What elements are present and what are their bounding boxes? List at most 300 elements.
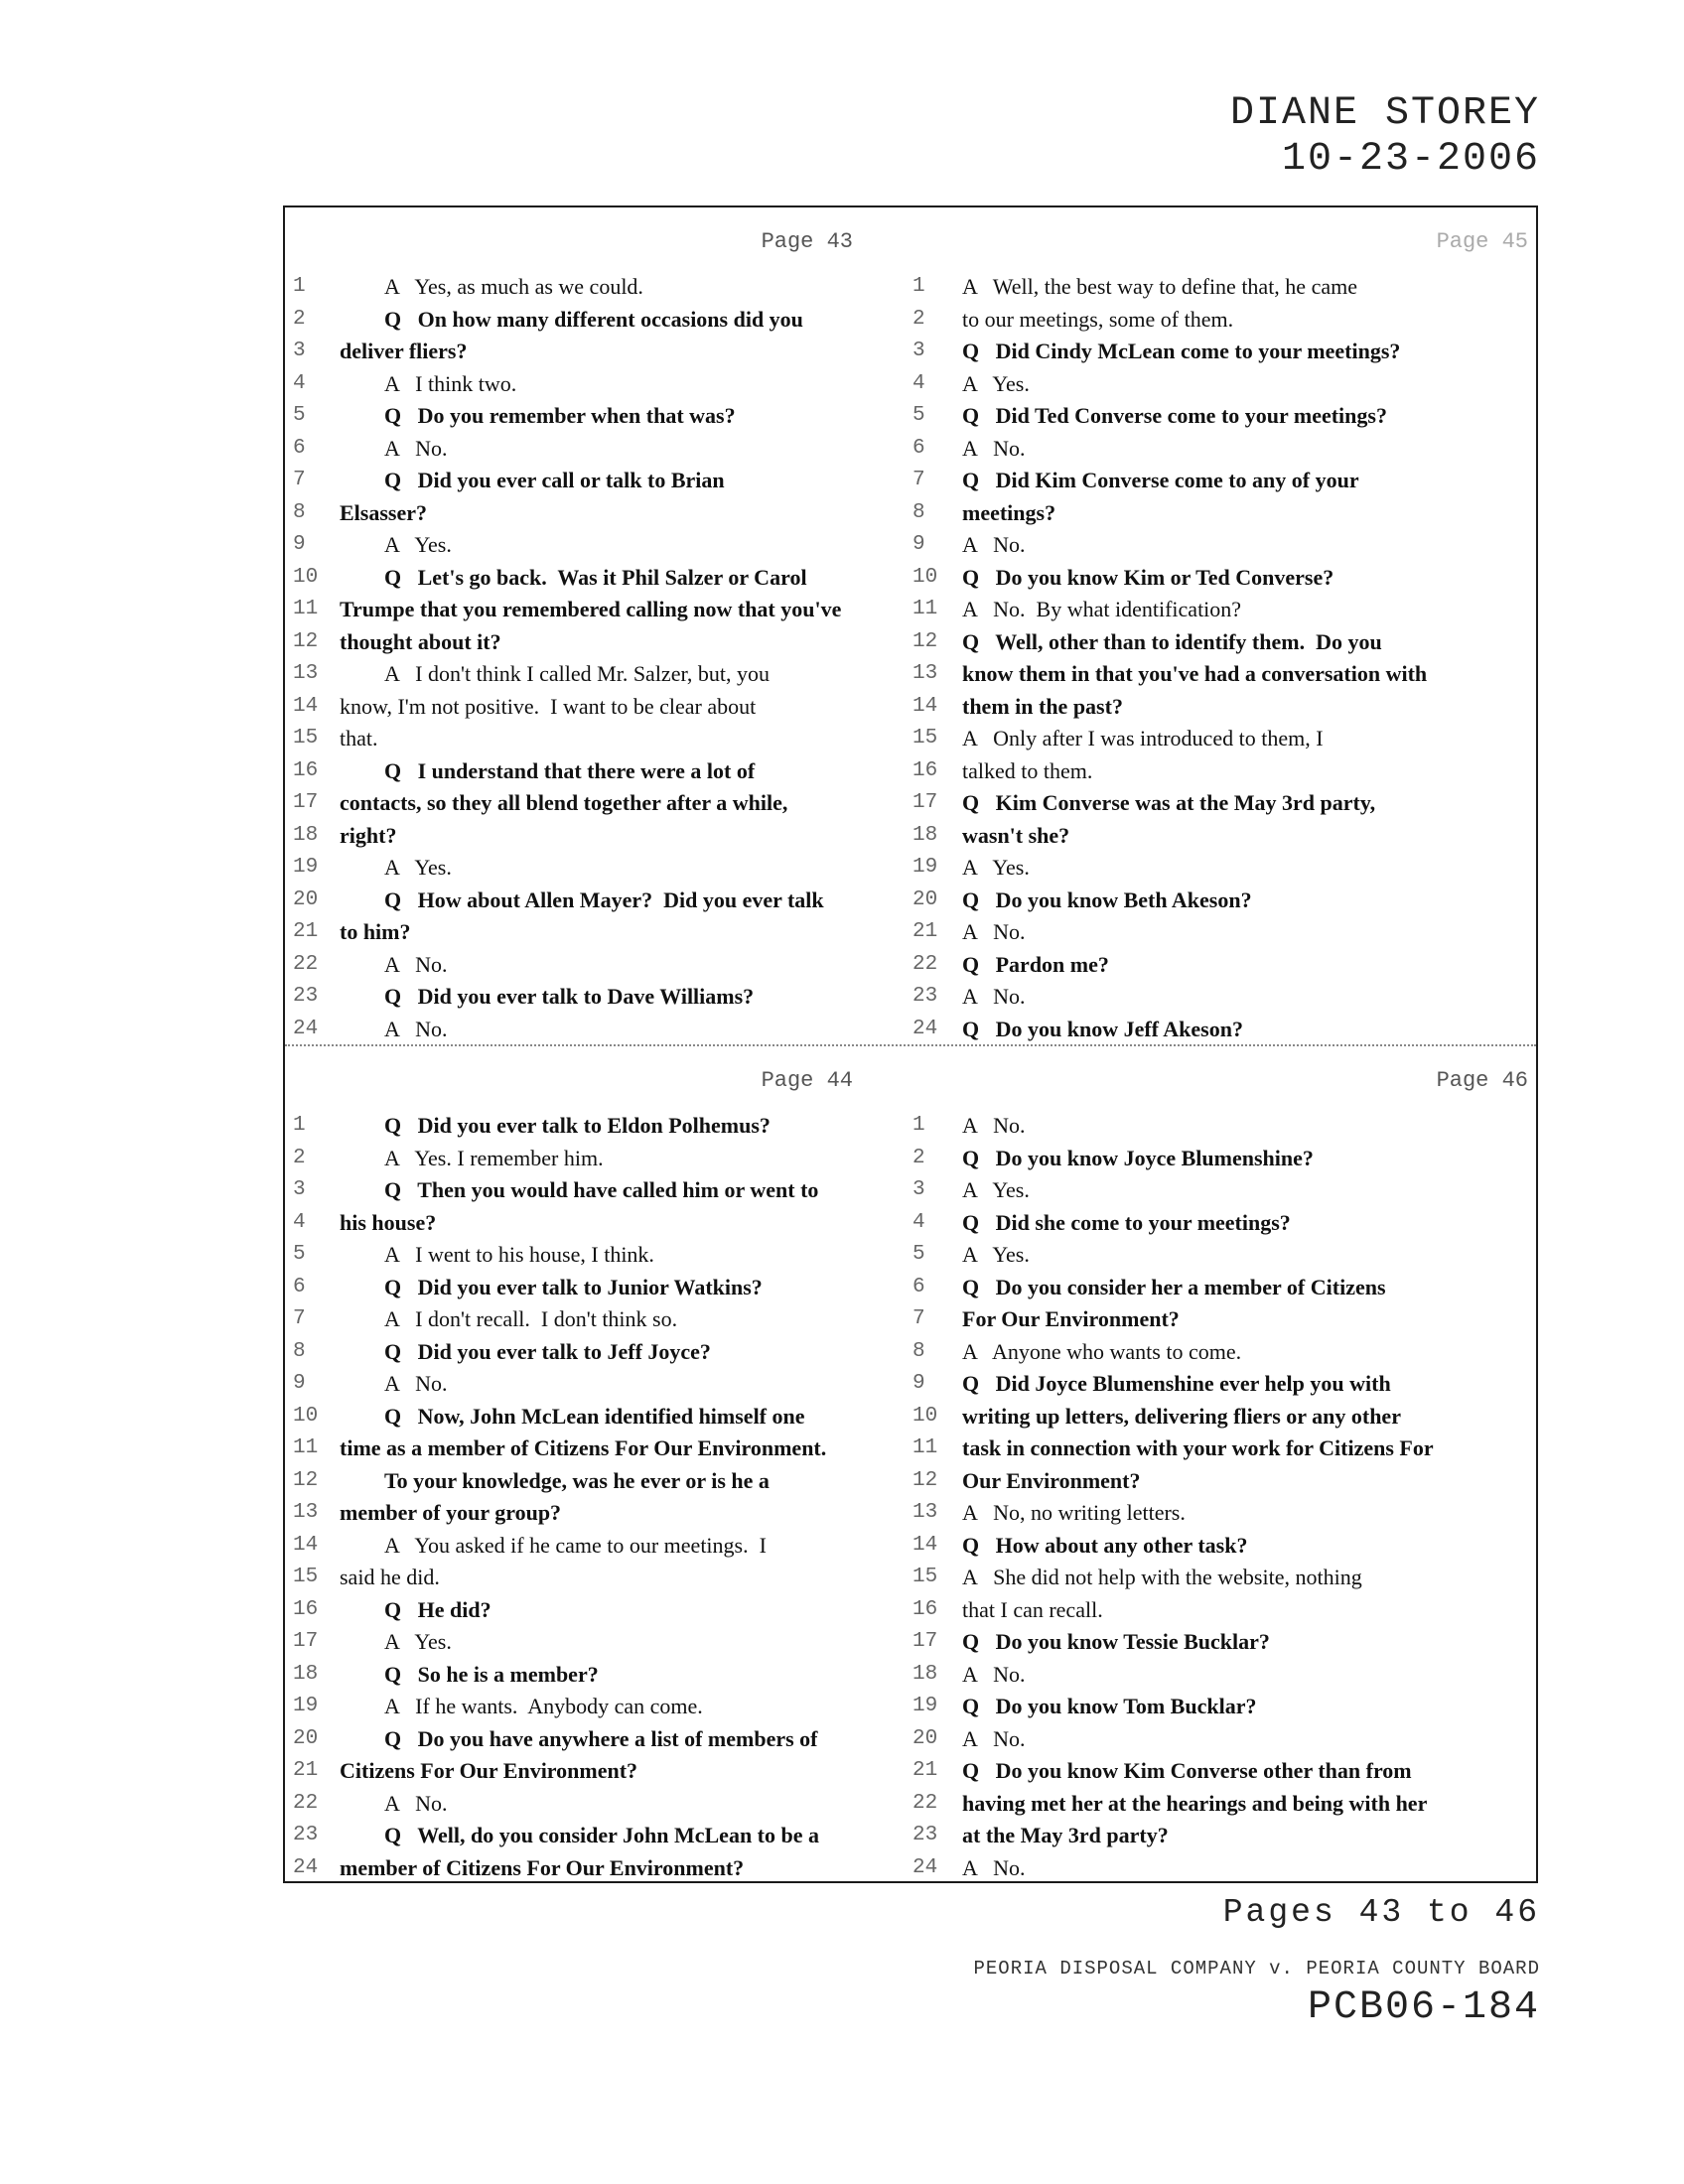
transcript-line <box>912 1788 1540 1821</box>
transcript-line <box>285 691 912 724</box>
question-text: Q Do you know Tom Bucklar? <box>962 1694 1257 1718</box>
question-text: thought about it? <box>340 628 501 654</box>
line-number: 23 <box>912 1824 938 1846</box>
transcript-line <box>912 1594 1540 1627</box>
transcript-line <box>912 885 1540 917</box>
transcript-line <box>912 1110 1540 1143</box>
transcript-line <box>285 626 912 659</box>
question-text: Citizens For Our Environment? <box>340 1758 638 1783</box>
transcript-line <box>285 465 912 497</box>
line-number: 19 <box>912 1695 938 1717</box>
transcript-line <box>912 1755 1540 1788</box>
line-number: 12 <box>912 629 938 653</box>
transcript-line <box>912 1174 1540 1207</box>
question-text: time as a member of Citizens For Our Environment. <box>340 1435 827 1460</box>
line-number: 21 <box>293 1759 319 1782</box>
line-number: 17 <box>293 1630 319 1653</box>
transcript-line <box>912 1239 1540 1272</box>
line-number: 11 <box>293 598 319 620</box>
transcript-line <box>912 562 1540 595</box>
page-43 <box>285 207 912 1044</box>
line-number: 20 <box>293 887 319 911</box>
case-number: PCB06-184 <box>1307 1985 1540 2030</box>
line-number: 6 <box>293 1275 306 1298</box>
question-text: contacts, so they all blend together after a while, <box>340 790 788 815</box>
line-number: 18 <box>293 823 319 847</box>
page-label: Page 45 <box>1436 229 1528 254</box>
question-text: member of Citizens For Our Environment? <box>340 1854 745 1880</box>
question-text: at the May 3rd party? <box>962 1823 1169 1847</box>
answer-text: A Yes. I remember him. <box>384 1145 604 1170</box>
transcript-line <box>285 1207 912 1240</box>
line-number: 11 <box>293 1436 319 1459</box>
answer-text: A Anyone who wants to come. <box>962 1338 1242 1364</box>
transcript-line <box>285 1562 912 1594</box>
answer-text: to our meetings, some of them. <box>962 306 1234 332</box>
question-text: Q Did you ever talk to Dave Williams? <box>384 984 755 1009</box>
answer-text: A Yes. <box>384 1629 452 1654</box>
line-number: 13 <box>293 662 319 685</box>
answer-text: A Yes. <box>962 1177 1030 1202</box>
line-number: 14 <box>912 694 938 718</box>
transcript-line <box>912 368 1540 401</box>
answer-text: A Yes. <box>384 855 452 880</box>
question-text: member of your group? <box>340 1500 562 1525</box>
line-number: 3 <box>912 340 925 362</box>
answer-text: A No. <box>384 1790 448 1816</box>
transcript-line <box>912 691 1540 724</box>
question-text: Q Do you know Tessie Bucklar? <box>962 1629 1270 1654</box>
line-number: 12 <box>293 629 319 653</box>
line-number: 9 <box>912 1372 925 1395</box>
answer-text: A No. <box>962 919 1026 944</box>
question-text: Q Well, do you consider John McLean to be a <box>384 1823 820 1847</box>
transcript-line <box>285 1659 912 1692</box>
line-number: 19 <box>912 856 938 879</box>
line-number: 4 <box>912 1210 925 1234</box>
transcript-line <box>912 465 1540 497</box>
transcript-line <box>285 433 912 466</box>
transcript-line <box>285 1239 912 1272</box>
question-text: his house? <box>340 1209 437 1235</box>
witness-name: DIANE STOREY <box>1229 91 1540 136</box>
question-text: Q Do you know Beth Akeson? <box>962 887 1252 912</box>
question-text: Q Do you know Joyce Blumenshine? <box>962 1145 1314 1170</box>
line-number: 13 <box>912 662 938 685</box>
transcript-line <box>285 562 912 595</box>
page-label: Page 44 <box>761 1068 853 1093</box>
line-number: 18 <box>912 1662 938 1686</box>
answer-text: A Yes. <box>962 855 1030 880</box>
answer-text: know, I'm not positive. I want to be clear about <box>340 693 757 719</box>
line-number: 6 <box>293 436 306 460</box>
answer-text: A She did not help with the website, nothing <box>962 1565 1362 1589</box>
line-number: 22 <box>912 1791 938 1815</box>
transcript-line <box>912 1820 1540 1852</box>
transcript-line <box>285 1723 912 1756</box>
line-number: 15 <box>912 1566 938 1588</box>
line-number: 16 <box>293 1597 319 1621</box>
line-number: 2 <box>912 1146 925 1169</box>
line-number: 17 <box>912 1630 938 1653</box>
transcript-line <box>912 755 1540 788</box>
question-text: Trumpe that you remembered calling now that you've <box>340 597 842 621</box>
line-number: 14 <box>293 694 319 718</box>
transcript-line <box>285 658 912 691</box>
transcript-line <box>285 981 912 1014</box>
transcript-lines <box>285 1110 912 1884</box>
line-number: 20 <box>912 1726 938 1750</box>
transcript-line <box>285 1820 912 1852</box>
question-text: deliver fliers? <box>340 339 468 363</box>
line-number: 5 <box>912 1243 925 1266</box>
answer-text: A No. <box>384 1016 448 1041</box>
transcript-line <box>285 1272 912 1304</box>
transcript-line <box>285 529 912 562</box>
line-number: 24 <box>912 1855 938 1879</box>
line-number: 23 <box>293 985 319 1008</box>
line-number: 23 <box>912 985 938 1008</box>
page-44 <box>285 1046 912 1883</box>
line-number: 15 <box>293 727 319 750</box>
transcript-line <box>912 1852 1540 1885</box>
answer-text: A I went to his house, I think. <box>384 1242 654 1267</box>
line-number: 1 <box>912 275 925 298</box>
question-text: Q Did you ever talk to Junior Watkins? <box>384 1274 763 1299</box>
transcript-line <box>912 1497 1540 1530</box>
transcript-line <box>285 723 912 755</box>
transcript-box <box>283 205 1538 1883</box>
question-text: know them in that you've had a conversation with <box>962 661 1428 686</box>
question-text: Q Do you consider her a member of Citizens <box>962 1274 1386 1299</box>
line-number: 21 <box>912 920 938 943</box>
line-number: 8 <box>912 1339 925 1363</box>
line-number: 21 <box>293 920 319 943</box>
line-number: 14 <box>912 1533 938 1557</box>
transcript-line <box>285 336 912 368</box>
line-number: 4 <box>912 371 925 395</box>
transcript-line <box>912 1433 1540 1465</box>
transcript-line <box>285 1174 912 1207</box>
line-number: 2 <box>912 307 925 331</box>
question-text: them in the past? <box>962 693 1123 719</box>
line-number: 12 <box>912 1468 938 1492</box>
answer-text: that I can recall. <box>962 1596 1103 1622</box>
transcript-line <box>912 949 1540 982</box>
transcript-line <box>285 1594 912 1627</box>
line-number: 16 <box>912 758 938 782</box>
line-number: 6 <box>912 1275 925 1298</box>
question-text: Q Did Kim Converse come to any of your <box>962 468 1359 492</box>
transcript-line <box>912 1143 1540 1175</box>
line-number: 11 <box>912 598 938 620</box>
transcript-line <box>912 1691 1540 1723</box>
answer-text: A No, no writing letters. <box>962 1500 1186 1525</box>
line-number: 8 <box>293 500 306 524</box>
transcript-line <box>285 1626 912 1659</box>
line-number: 19 <box>293 1695 319 1717</box>
line-number: 13 <box>912 1501 938 1524</box>
answer-text: A No. <box>962 435 1026 461</box>
question-text: right? <box>340 822 397 848</box>
transcript-line <box>912 820 1540 853</box>
line-number: 4 <box>293 1210 306 1234</box>
line-number: 3 <box>293 340 306 362</box>
line-number: 7 <box>293 1307 306 1330</box>
question-text: Q So he is a member? <box>384 1661 599 1687</box>
line-number: 7 <box>912 1307 925 1330</box>
line-number: 24 <box>293 1017 319 1040</box>
line-number: 2 <box>293 307 306 331</box>
question-text: Q Kim Converse was at the May 3rd party, <box>962 790 1376 815</box>
question-text: Q Did you ever talk to Eldon Polhemus? <box>384 1113 771 1138</box>
line-number: 18 <box>912 823 938 847</box>
transcript-line <box>912 1207 1540 1240</box>
transcript-line <box>285 852 912 885</box>
line-number: 9 <box>293 533 306 556</box>
page-46 <box>912 1046 1540 1883</box>
page-label: Page 46 <box>1436 1068 1528 1093</box>
answer-text: A Yes. <box>384 532 452 557</box>
question-text: Q How about any other task? <box>962 1532 1248 1558</box>
line-number: 20 <box>912 887 938 911</box>
question-text: Q Well, other than to identify them. Do you <box>962 628 1382 654</box>
transcript-line <box>285 1465 912 1498</box>
answer-text: talked to them. <box>962 757 1093 783</box>
answer-text: that. <box>340 726 378 751</box>
transcript-line <box>285 1852 912 1885</box>
line-number: 1 <box>293 1114 306 1137</box>
transcript-line <box>285 497 912 530</box>
transcript-line <box>285 1497 912 1530</box>
answer-text: A No. <box>962 532 1026 557</box>
question-text: Q Do you remember when that was? <box>384 403 736 428</box>
line-number: 19 <box>293 856 319 879</box>
line-number: 22 <box>293 1791 319 1815</box>
pages-range: Pages 43 to 46 <box>1222 1894 1540 1931</box>
transcript-line <box>912 271 1540 304</box>
line-number: 12 <box>293 1468 319 1492</box>
transcript-line <box>285 1336 912 1369</box>
transcript-line <box>912 304 1540 337</box>
question-text: Q Did Ted Converse come to your meetings? <box>962 403 1387 428</box>
line-number: 24 <box>293 1855 319 1879</box>
line-number: 8 <box>293 1339 306 1363</box>
transcript-lines <box>285 271 912 1045</box>
transcript-line <box>912 594 1540 626</box>
line-number: 10 <box>293 1404 319 1428</box>
transcript-line <box>912 1401 1540 1433</box>
transcript-line <box>912 1626 1540 1659</box>
transcript-line <box>912 1659 1540 1692</box>
transcript-line <box>912 497 1540 530</box>
transcript-line <box>285 1755 912 1788</box>
transcript-line <box>285 1368 912 1401</box>
question-text: Elsasser? <box>340 499 427 525</box>
transcript-line <box>912 852 1540 885</box>
answer-text: A No. <box>384 435 448 461</box>
question-text: Q Let's go back. Was it Phil Salzer or Carol <box>384 564 807 590</box>
line-number: 23 <box>293 1824 319 1846</box>
transcript-line <box>912 400 1540 433</box>
answer-text: A No. <box>384 1371 448 1396</box>
line-number: 11 <box>912 1436 938 1459</box>
answer-text: A Well, the best way to define that, he came <box>962 274 1357 299</box>
transcript-line <box>912 433 1540 466</box>
transcript-line <box>912 1272 1540 1304</box>
answer-text: A Yes, as much as we could. <box>384 274 643 299</box>
question-text: To your knowledge, was he ever or is he a <box>384 1467 770 1493</box>
question-text: Q Pardon me? <box>962 951 1109 977</box>
line-number: 5 <box>912 404 925 427</box>
answer-text: A No. <box>962 1113 1026 1138</box>
transcript-line <box>912 1562 1540 1594</box>
answer-text: A Yes. <box>962 1242 1030 1267</box>
transcript-line <box>285 1014 912 1046</box>
answer-text: A No. <box>962 1725 1026 1751</box>
line-number: 1 <box>912 1114 925 1137</box>
question-text: Q I understand that there were a lot of <box>384 757 756 783</box>
transcript-line <box>285 1303 912 1336</box>
line-number: 3 <box>293 1178 306 1201</box>
line-number: 22 <box>912 952 938 976</box>
transcript-line <box>912 1530 1540 1563</box>
answer-text: A If he wants. Anybody can come. <box>384 1694 703 1718</box>
answer-text: A You asked if he came to our meetings. I <box>384 1532 767 1558</box>
line-number: 10 <box>293 565 319 589</box>
answer-text: A No. <box>384 951 448 977</box>
line-number: 17 <box>912 791 938 814</box>
transcript-line <box>912 529 1540 562</box>
transcript-line <box>285 271 912 304</box>
transcript-line <box>912 1465 1540 1498</box>
question-text: For Our Environment? <box>962 1306 1180 1331</box>
question-text: Q Do you have anywhere a list of members of <box>384 1725 818 1751</box>
question-text: wasn't she? <box>962 822 1070 848</box>
line-number: 10 <box>912 565 938 589</box>
line-number: 16 <box>293 758 319 782</box>
question-text: Q He did? <box>384 1596 491 1622</box>
line-number: 6 <box>912 436 925 460</box>
transcript-line <box>285 1143 912 1175</box>
question-text: Q Do you know Kim Converse other than from <box>962 1758 1412 1783</box>
answer-text: A I think two. <box>384 370 517 396</box>
question-text: Q Did you ever call or talk to Brian <box>384 468 725 492</box>
question-text: Q Did Cindy McLean come to your meetings? <box>962 339 1401 363</box>
question-text: Q Did she come to your meetings? <box>962 1209 1291 1235</box>
transcript-line <box>912 1336 1540 1369</box>
transcript-lines <box>912 1110 1540 1884</box>
question-text: Q How about Allen Mayer? Did you ever talk <box>384 887 824 912</box>
line-number: 8 <box>912 500 925 524</box>
transcript-line <box>285 820 912 853</box>
question-text: Q Did you ever talk to Jeff Joyce? <box>384 1338 711 1364</box>
transcript-line <box>912 1368 1540 1401</box>
transcript-line <box>285 1401 912 1433</box>
transcript-line <box>285 949 912 982</box>
question-text: Q Then you would have called him or went to <box>384 1177 819 1202</box>
case-title: PEORIA DISPOSAL COMPANY v. PEORIA COUNTY BOARD <box>973 1958 1540 1979</box>
line-number: 15 <box>293 1566 319 1588</box>
line-number: 5 <box>293 1243 306 1266</box>
transcript-line <box>285 1433 912 1465</box>
transcript-line <box>285 1530 912 1563</box>
line-number: 13 <box>293 1501 319 1524</box>
answer-text: A No. By what identification? <box>962 597 1242 621</box>
question-text: having met her at the hearings and being with her <box>962 1790 1428 1816</box>
line-number: 9 <box>912 533 925 556</box>
question-text: Q On how many different occasions did you <box>384 306 803 332</box>
transcript-lines <box>912 271 1540 1045</box>
transcript-line <box>912 1303 1540 1336</box>
line-number: 15 <box>912 727 938 750</box>
line-number: 3 <box>912 1178 925 1201</box>
line-number: 5 <box>293 404 306 427</box>
transcript-line <box>912 1723 1540 1756</box>
question-text: Q Did Joyce Blumenshine ever help you with <box>962 1371 1391 1396</box>
line-number: 10 <box>912 1404 938 1428</box>
deposition-date: 10-23-2006 <box>1281 137 1540 182</box>
transcript-line <box>912 981 1540 1014</box>
transcript-line <box>912 916 1540 949</box>
transcript-line <box>912 626 1540 659</box>
question-text: Our Environment? <box>962 1467 1141 1493</box>
transcript-line <box>285 400 912 433</box>
answer-text: said he did. <box>340 1565 440 1589</box>
line-number: 2 <box>293 1146 306 1169</box>
page-label: Page 43 <box>761 229 853 254</box>
answer-text: A Only after I was introduced to them, I <box>962 726 1324 751</box>
page-45 <box>912 207 1540 1044</box>
line-number: 7 <box>293 469 306 491</box>
question-text: to him? <box>340 919 411 944</box>
question-text: writing up letters, delivering fliers or any other <box>962 1403 1401 1429</box>
transcript-line <box>285 787 912 820</box>
answer-text: A No. <box>962 984 1026 1009</box>
line-number: 7 <box>912 469 925 491</box>
transcript-line <box>912 723 1540 755</box>
question-text: task in connection with your work for Citizens For <box>962 1435 1434 1460</box>
line-number: 18 <box>293 1662 319 1686</box>
line-number: 22 <box>293 952 319 976</box>
transcript-line <box>285 1788 912 1821</box>
transcript-line <box>285 755 912 788</box>
line-number: 24 <box>912 1017 938 1040</box>
line-number: 17 <box>293 791 319 814</box>
line-number: 14 <box>293 1533 319 1557</box>
transcript-line <box>912 787 1540 820</box>
line-number: 4 <box>293 371 306 395</box>
transcript-line <box>285 304 912 337</box>
question-text: Q Do you know Jeff Akeson? <box>962 1016 1243 1041</box>
transcript-line <box>285 368 912 401</box>
line-number: 16 <box>912 1597 938 1621</box>
line-number: 20 <box>293 1726 319 1750</box>
transcript-line <box>285 594 912 626</box>
transcript-line <box>285 1691 912 1723</box>
question-text: Q Now, John McLean identified himself one <box>384 1403 805 1429</box>
line-number: 21 <box>912 1759 938 1782</box>
transcript-line <box>285 885 912 917</box>
transcript-line <box>912 336 1540 368</box>
line-number: 9 <box>293 1372 306 1395</box>
transcript-line <box>912 1014 1540 1046</box>
answer-text: A No. <box>962 1854 1026 1880</box>
line-number: 1 <box>293 275 306 298</box>
transcript-line <box>285 916 912 949</box>
question-text: Q Do you know Kim or Ted Converse? <box>962 564 1334 590</box>
answer-text: A I don't think I called Mr. Salzer, but, you <box>384 661 771 686</box>
